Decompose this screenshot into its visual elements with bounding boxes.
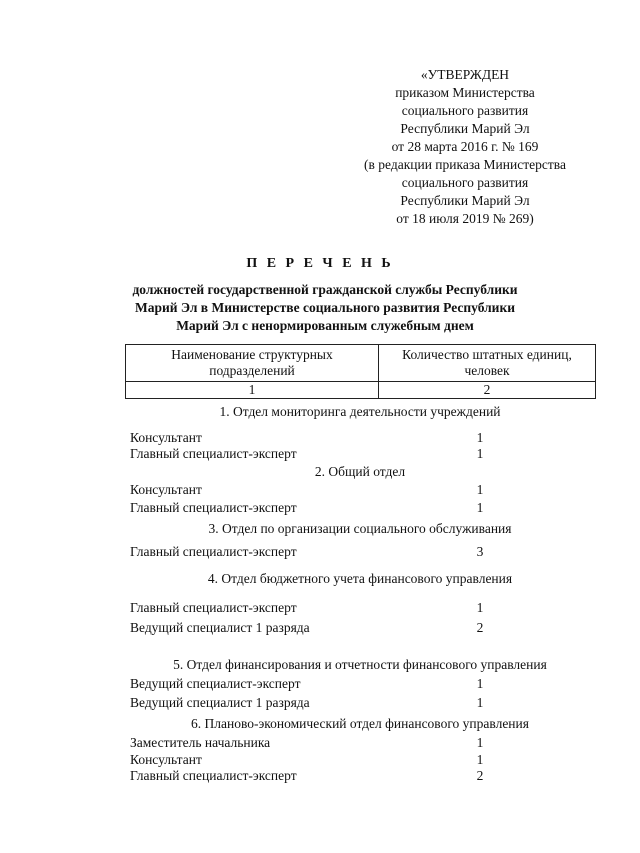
- position-count: 3: [476, 544, 484, 559]
- list-item: [130, 735, 590, 752]
- position-name: Ведущий специалист 1 разряда: [130, 695, 310, 710]
- subtitle-line: Марий Эл в Министерстве социального развития Республики: [134, 300, 516, 315]
- header-text: Количество штатных единиц,: [402, 347, 572, 362]
- position-name: Ведущий специалист 1 разряда: [130, 620, 310, 635]
- position-count: 1: [476, 430, 484, 445]
- header-text: Наименование структурных: [171, 347, 333, 362]
- position-name: Консультант: [130, 482, 202, 497]
- position-name: Ведущий специалист-эксперт: [130, 676, 301, 691]
- list-item: [130, 544, 590, 561]
- list-item: [130, 482, 590, 499]
- header-cell-subdivisions: [126, 345, 379, 382]
- position-count: 1: [476, 735, 484, 750]
- list-item: [130, 768, 590, 785]
- approval-line: социального развития: [401, 175, 529, 190]
- list-item: [130, 500, 590, 517]
- header-text: подразделений: [209, 363, 295, 378]
- position-name: Главный специалист-эксперт: [130, 600, 297, 615]
- position-count: 1: [476, 500, 484, 515]
- subtitle-line: должностей государственной гражданской службы Республики: [132, 282, 518, 297]
- position-name: Консультант: [130, 430, 202, 445]
- position-count: 1: [476, 600, 484, 615]
- position-count: 1: [476, 482, 484, 497]
- list-item: [130, 620, 590, 637]
- list-item: [130, 446, 590, 463]
- position-name: Заместитель начальника: [130, 735, 271, 750]
- document-title: П Е Р Е Ч Е Н Ь: [246, 256, 394, 271]
- approval-line: Республики Марий Эл: [400, 121, 530, 136]
- position-name: Главный специалист-эксперт: [130, 768, 297, 783]
- section-title: 6. Планово-экономический отдел финансового управления: [191, 716, 529, 731]
- list-item: [130, 600, 590, 617]
- section-title: 3. Отдел по организации социального обслуживания: [208, 521, 512, 536]
- position-name: Главный специалист-эксперт: [130, 500, 297, 515]
- column-number: 2: [379, 382, 596, 399]
- approval-block: [330, 66, 600, 228]
- position-count: 1: [476, 676, 484, 691]
- position-count: 2: [476, 768, 484, 783]
- list-item: [130, 695, 590, 712]
- section-title: 5. Отдел финансирования и отчетности финансового управления: [173, 657, 547, 672]
- section-title: 1. Отдел мониторинга деятельности учреждений: [219, 404, 501, 419]
- position-count: 1: [476, 446, 484, 461]
- approval-line: «УТВЕРЖДЕН: [420, 67, 510, 82]
- position-name: Главный специалист-эксперт: [130, 544, 297, 559]
- approval-line: социального развития: [401, 103, 529, 118]
- section-title: 2. Общий отдел: [314, 464, 406, 479]
- column-number: 1: [126, 382, 379, 399]
- section-title: 4. Отдел бюджетного учета финансового управления: [207, 571, 513, 586]
- list-item: [130, 676, 590, 693]
- position-name: Консультант: [130, 752, 202, 767]
- document-subtitle: [120, 281, 530, 335]
- approval-line: приказом Министерства: [395, 85, 535, 100]
- column-number-row: [126, 382, 596, 399]
- header-text: человек: [464, 363, 510, 378]
- subtitle-line: Марий Эл с ненормированным служебным днем: [176, 318, 474, 333]
- header-table: [125, 344, 596, 399]
- position-name: Главный специалист-эксперт: [130, 446, 297, 461]
- header-cell-count: [379, 345, 596, 382]
- list-item: [130, 430, 590, 447]
- approval-line: от 18 июля 2019 № 269): [396, 211, 534, 226]
- list-item: [130, 752, 590, 769]
- header-row: [126, 345, 596, 382]
- position-count: 1: [476, 695, 484, 710]
- approval-line: Республики Марий Эл: [400, 193, 530, 208]
- approval-line: (в редакции приказа Министерства: [364, 157, 566, 172]
- position-count: 1: [476, 752, 484, 767]
- position-count: 2: [476, 620, 484, 635]
- approval-line: от 28 марта 2016 г. № 169: [391, 139, 539, 154]
